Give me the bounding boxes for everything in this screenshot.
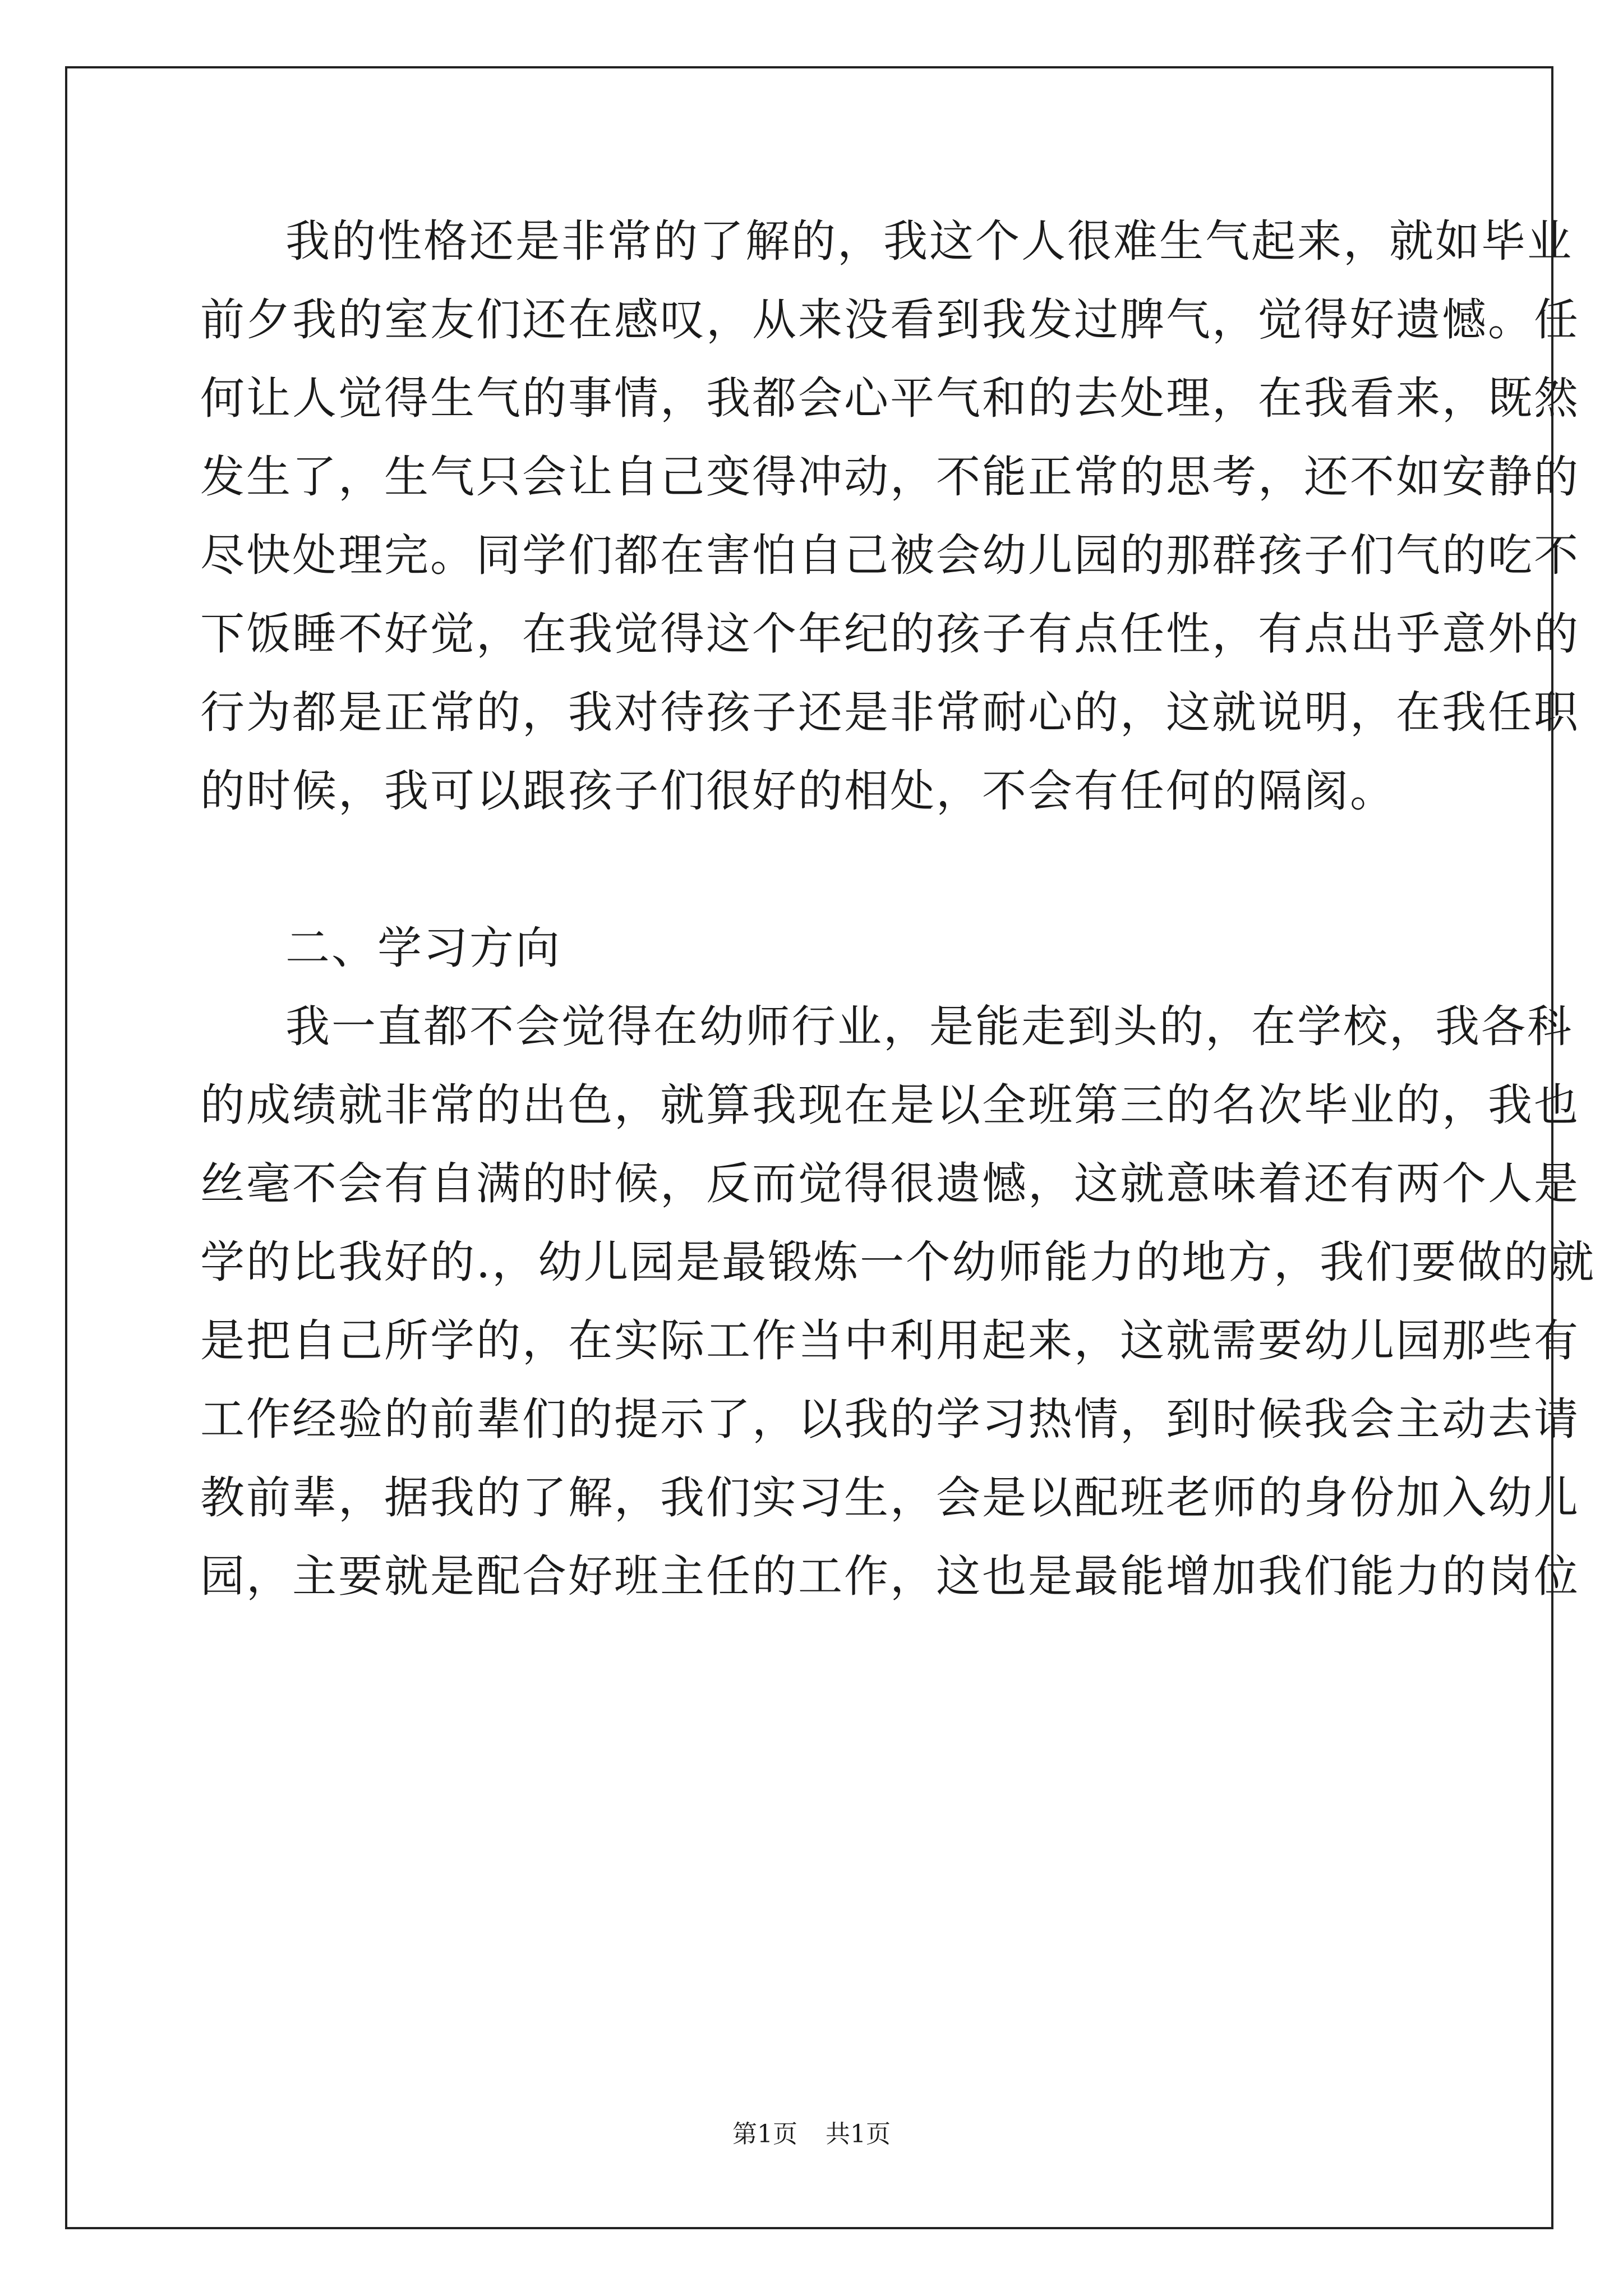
- paragraph-line: 尽快处理完。同学们都在害怕自己被会幼儿园的那群孩子们气的吃不: [200, 530, 1580, 581]
- section-heading: 二、学习方向: [285, 922, 561, 974]
- page-footer: [0, 2118, 1623, 2151]
- document-body: [200, 0, 1596, 2296]
- page-number: 第1页: [732, 2120, 797, 2148]
- paragraph-line: 何让人觉得生气的事情，我都会心平气和的去处理，在我看来，既然: [200, 372, 1580, 424]
- paragraph-line: 教前辈，据我的了解，我们实习生，会是以配班老师的身份加入幼儿: [200, 1472, 1580, 1524]
- paragraph-line: 工作经验的前辈们的提示了，以我的学习热情，到时候我会主动去请: [200, 1393, 1580, 1445]
- paragraph-line: 前夕我的室友们还在感叹，从来没看到我发过脾气，觉得好遗憾。任: [200, 294, 1580, 346]
- paragraph-line: 的时候，我可以跟孩子们很好的相处，不会有任何的隔阂。: [200, 765, 1396, 817]
- paragraph-line: 丝毫不会有自满的时候，反而觉得很遗憾，这就意味着还有两个人是: [200, 1158, 1580, 1209]
- paragraph-line: 发生了，生气只会让自己变得冲动，不能正常的思考，还不如安静的: [200, 451, 1580, 503]
- paragraph-line: 我的性格还是非常的了解的，我这个人很难生气起来，就如毕业: [285, 215, 1573, 267]
- page-total: 共1页: [826, 2120, 891, 2148]
- paragraph-line: 我一直都不会觉得在幼师行业，是能走到头的，在学校，我各科: [285, 1001, 1573, 1052]
- paragraph-line: 的成绩就非常的出色，就算我现在是以全班第三的名次毕业的，我也: [200, 1079, 1580, 1131]
- paragraph-line: 是把自己所学的，在实际工作当中利用起来，这就需要幼儿园那些有: [200, 1315, 1580, 1366]
- paragraph-line: 行为都是正常的，我对待孩子还是非常耐心的，这就说明，在我任职: [200, 687, 1580, 738]
- paragraph-line: 下饭睡不好觉，在我觉得这个年纪的孩子有点任性，有点出乎意外的: [200, 608, 1580, 660]
- paragraph-line: 学的比我好的.，幼儿园是最锻炼一个幼师能力的地方，我们要做的就: [200, 1236, 1596, 1288]
- paragraph-line: 园，主要就是配合好班主任的工作，这也是最能增加我们能力的岗位: [200, 1550, 1580, 1602]
